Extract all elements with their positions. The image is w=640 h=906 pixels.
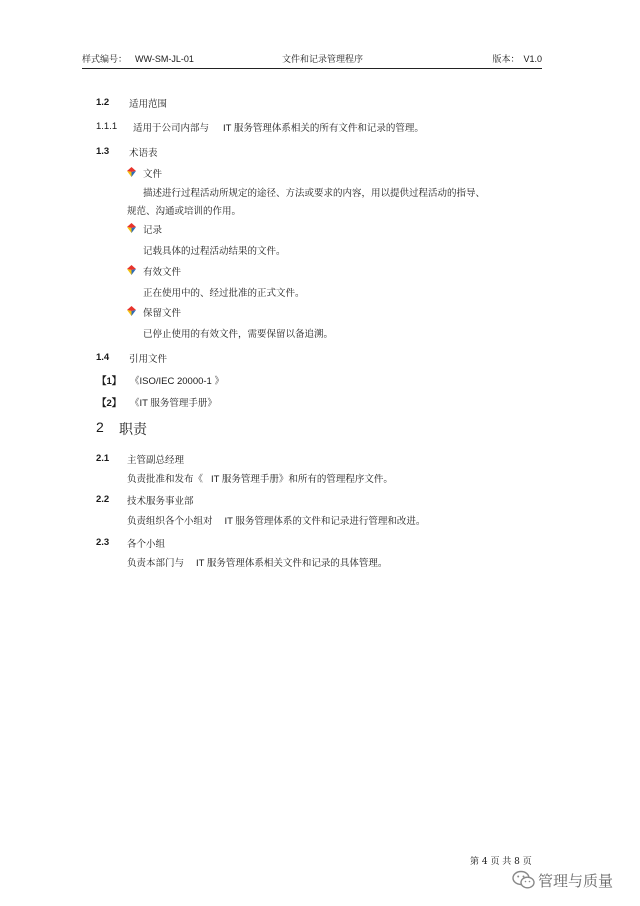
section-title: 适用范围 bbox=[129, 99, 168, 110]
term-definition: 已停止使用的有效文件，需要保留以备追溯。 bbox=[143, 329, 334, 340]
section-text: 负责批准和发布《 IT 服务管理手册》和所有的管理程序文件。 bbox=[127, 474, 393, 485]
watermark-text: 管理与质量 bbox=[538, 872, 614, 890]
page-header bbox=[82, 50, 542, 69]
diamond-bullet-icon bbox=[127, 223, 136, 233]
term-name: 保留文件 bbox=[143, 308, 182, 319]
section-title: 技术服务事业部 bbox=[127, 496, 194, 507]
term-name: 有效文件 bbox=[143, 267, 182, 278]
section-title: 各个小组 bbox=[127, 539, 166, 550]
section-number: 2.3 bbox=[96, 537, 110, 548]
section-title: 术语表 bbox=[129, 148, 158, 159]
chapter-title: 职责 bbox=[119, 422, 147, 438]
term-name: 记录 bbox=[143, 225, 163, 236]
section-number: 2.2 bbox=[96, 494, 110, 505]
wechat-icon bbox=[512, 870, 536, 890]
form-number: 样式编号： WW-SM-JL-01 bbox=[82, 54, 194, 65]
reference-index: 【2】 bbox=[97, 398, 122, 409]
version: 版本： V1.0 bbox=[492, 54, 542, 65]
reference-index: 【1】 bbox=[97, 376, 122, 387]
diamond-bullet-icon bbox=[127, 167, 136, 177]
page-number: 第 4 页 共 8 页 bbox=[470, 857, 532, 867]
section-number: 2.1 bbox=[96, 453, 110, 464]
section-title: 引用文件 bbox=[129, 354, 168, 365]
term-name: 文件 bbox=[143, 169, 163, 180]
document-title: 文件和记录管理程序 bbox=[282, 55, 364, 65]
term-definition: 正在使用中的、经过批准的正式文件。 bbox=[143, 288, 305, 299]
section-title: 主管副总经理 bbox=[127, 455, 185, 466]
section-text: 负责组织各个小组对 IT 服务管理体系的文件和记录进行管理和改进。 bbox=[127, 516, 426, 527]
clause-number: 1.1.1 bbox=[96, 121, 118, 132]
term-definition: 描述进行过程活动所规定的途径、方法或要求的内容，用以提供过程活动的指导、 bbox=[143, 188, 486, 199]
section-number: 1.3 bbox=[96, 146, 110, 157]
diamond-bullet-icon bbox=[127, 306, 136, 316]
term-definition: 规范、沟通或培训的作用。 bbox=[127, 206, 242, 217]
section-number: 1.2 bbox=[96, 97, 110, 108]
section-number: 1.4 bbox=[96, 352, 110, 363]
chapter-number: 2 bbox=[96, 419, 104, 435]
term-definition: 记载具体的过程活动结果的文件。 bbox=[143, 246, 286, 257]
reference-title: 《IT 服务管理手册》 bbox=[130, 398, 217, 409]
reference-title: 《ISO/IEC 20000-1 》 bbox=[130, 376, 224, 387]
diamond-bullet-icon bbox=[127, 265, 136, 275]
clause-text: 适用于公司内部与 IT 服务管理体系相关的所有文件和记录的管理。 bbox=[133, 123, 424, 134]
section-text: 负责本部门与 IT 服务管理体系相关文件和记录的具体管理。 bbox=[127, 558, 388, 569]
